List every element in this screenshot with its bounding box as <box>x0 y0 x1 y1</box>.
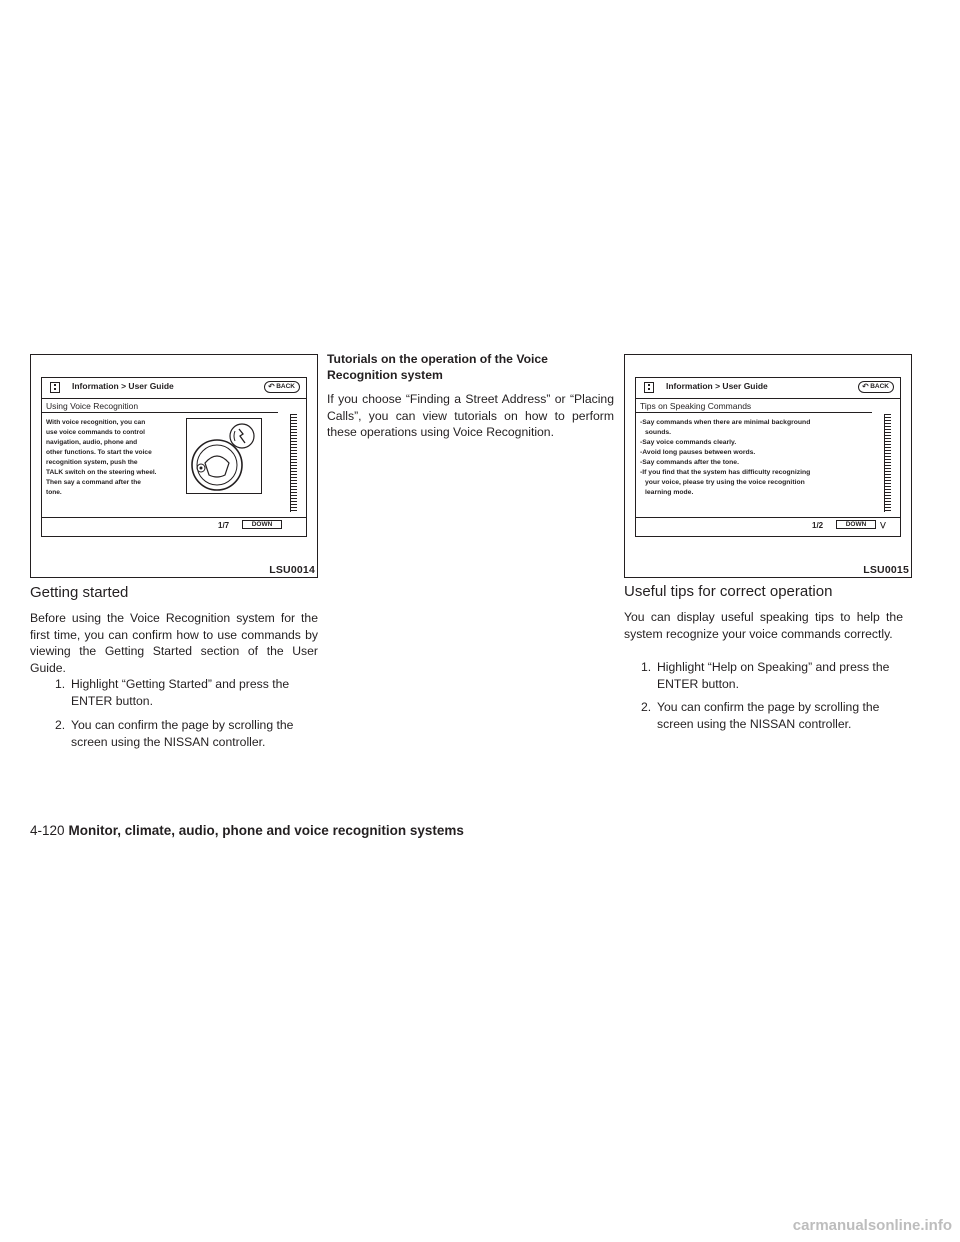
body-line: With voice recognition, you can <box>46 419 146 426</box>
body-line: use voice commands to control <box>46 429 145 436</box>
step-number: 1. <box>641 660 652 674</box>
step-number: 2. <box>641 700 652 714</box>
screen-header-title: Information > User Guide <box>666 381 768 391</box>
screen-mockup <box>41 377 307 537</box>
menu-icon <box>644 382 654 393</box>
getting-started-heading: Getting started <box>30 584 129 601</box>
screen-subtitle: Tips on Speaking Commands <box>640 401 752 411</box>
body-line: -Say commands after the tone. <box>640 459 739 466</box>
step-text: You can confirm the page by scrolling the screen using the NISSAN controller. <box>657 700 880 731</box>
figure-voice-recognition <box>30 354 318 578</box>
step-number: 1. <box>55 677 66 691</box>
useful-tips-heading: Useful tips for correct operation <box>624 583 833 600</box>
useful-tips-intro: You can display useful speaking tips to help the system recognize your voice commands correctly. <box>624 610 903 641</box>
tutorials-heading: Tutorials on the operation of the Voice Recognition system <box>327 352 548 382</box>
back-label: BACK <box>870 383 889 390</box>
scrollbar <box>884 414 896 512</box>
body-line: learning mode. <box>645 489 694 496</box>
screen-mockup <box>635 377 901 537</box>
step-text: Highlight “Help on Speaking” and press the ENTER button. <box>657 660 890 691</box>
screen-header <box>42 378 306 399</box>
body-line: sounds. <box>645 429 672 436</box>
step-number: 2. <box>55 718 66 732</box>
step-item <box>641 699 903 732</box>
screen-header <box>636 378 900 399</box>
down-button: DOWN <box>242 520 282 529</box>
body-line: -If you find that the system has difficulty recognizing <box>640 469 811 476</box>
step-item <box>641 659 903 692</box>
body-line: Then say a command after the <box>46 479 141 486</box>
down-button: DOWN <box>836 520 876 529</box>
body-line: -Say commands when there are minimal background <box>640 419 811 426</box>
step-item <box>55 676 318 709</box>
scrollbar <box>290 414 302 512</box>
figure-speaking-tips <box>624 354 912 578</box>
page-indicator: 1/2 <box>812 521 824 530</box>
screen-body <box>46 418 157 498</box>
screen-subtitle: Using Voice Recognition <box>46 401 139 411</box>
body-line: -Say voice commands clearly. <box>640 439 737 446</box>
watermark: carmanualsonline.info <box>792 1217 952 1234</box>
getting-started-intro: Before using the Voice Recognition system for the first time, you can confirm how to use commands by viewing the Getting Started section of the User Guide. <box>30 611 318 675</box>
step-text: You can confirm the page by scrolling the screen using the NISSAN controller. <box>71 718 294 749</box>
back-arrow-icon: ↶ <box>862 382 869 391</box>
steering-wheel-illustration <box>186 418 262 494</box>
page-indicator: 1/7 <box>218 521 230 530</box>
screen-header-title: Information > User Guide <box>72 381 174 391</box>
back-arrow-icon: ↶ <box>268 382 275 391</box>
divider <box>42 412 278 413</box>
menu-icon <box>50 382 60 393</box>
back-label: BACK <box>276 383 295 390</box>
body-line: your voice, please try using the voice recognition <box>645 479 805 486</box>
body-line: tone. <box>46 489 62 496</box>
body-line: other functions. To start the voice <box>46 449 152 456</box>
figure-code: LSU0015 <box>863 564 909 576</box>
page-number: 4-120 <box>30 823 65 838</box>
steering-wheel-icon <box>187 419 261 493</box>
body-line: navigation, audio, phone and <box>46 439 138 446</box>
chevron-down-icon: ⋁ <box>880 522 886 529</box>
screen-body <box>640 418 810 498</box>
back-button <box>858 381 894 393</box>
chapter-title: Monitor, climate, audio, phone and voice recognition systems <box>68 823 464 838</box>
body-line: recognition system, push the <box>46 459 138 466</box>
step-text: Highlight “Getting Started” and press the ENTER button. <box>71 677 290 708</box>
footer-divider <box>636 517 900 518</box>
body-line: TALK switch on the steering wheel. <box>46 469 157 476</box>
step-item <box>55 717 318 750</box>
figure-code: LSU0014 <box>269 564 315 576</box>
body-line: -Avoid long pauses between words. <box>640 449 756 456</box>
back-button <box>264 381 300 393</box>
tutorials-text: If you choose “Finding a Street Address” or “Placing Calls”, you can view tutorials on how to perform these operations using Voice Recognition. <box>327 392 614 439</box>
footer-divider <box>42 517 306 518</box>
page-footer <box>30 823 464 838</box>
divider <box>636 412 872 413</box>
